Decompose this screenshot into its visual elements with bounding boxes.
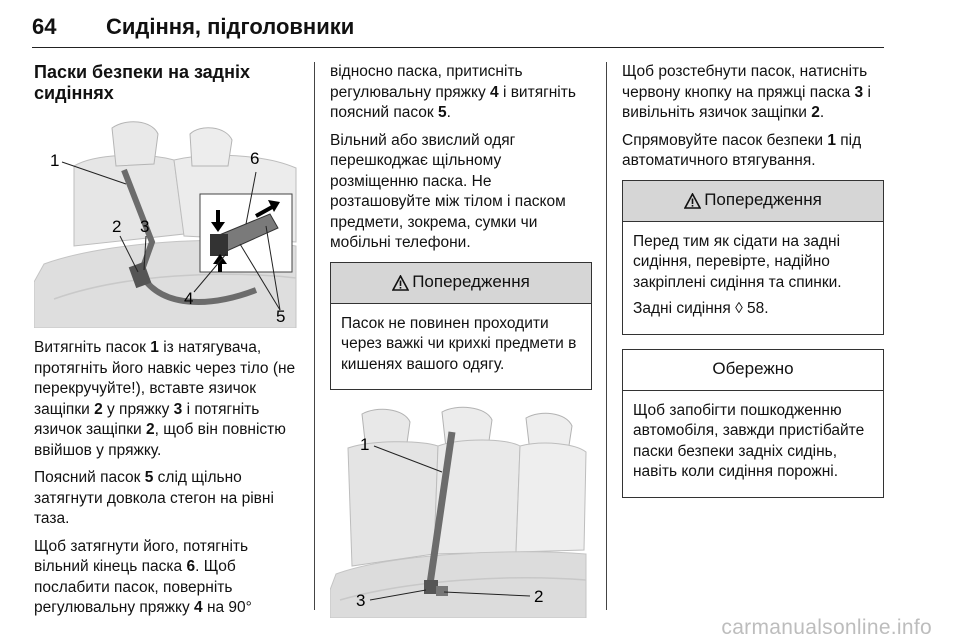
warning-box-2-header (623, 181, 883, 222)
col1-paragraph-3: Щоб затягнути його, потягніть вільний кінець паска 6. Щоб послабити пасок, поверніть регулювальну пряжку 4 на 90° (34, 537, 252, 616)
callout-1: 1 (50, 151, 60, 170)
col1-paragraph-1: Витягніть пасок 1 із натягувача, протягніть його навкіс через тіло (не перекручуйте!), вставте язичок защіпки 2 у пряжку 3 і потягніть язичок защіпки 2, щоб він повністю ввійшов у пряжку. (34, 339, 296, 459)
watermark: carmanualsonline.info (721, 616, 932, 639)
seatbelt-buckle-figure (34, 114, 298, 328)
callout-3: 3 (140, 217, 150, 236)
warning-box-2-reference[interactable]: Задні сидіння ◊ 58. (633, 300, 769, 317)
page-header (32, 10, 882, 44)
warning-box-1 (330, 262, 592, 391)
column-divider-2 (606, 62, 607, 610)
col3-paragraph-1: Щоб розстебнути пасок, натисніть червону кнопку на пряжці паска 3 і вивільніть язичок защіпки 2. (622, 63, 871, 121)
rear-seat-belt-figure (330, 404, 588, 618)
warning-triangle-icon (684, 193, 701, 209)
column-1 (34, 62, 306, 626)
callout-2: 2 (112, 217, 122, 236)
callout-4: 4 (184, 289, 194, 308)
caution-box-text: Щоб запобігти пошкодженню автомобіля, завжди пристібайте паски безпеки задніх сидінь, навіть коли сидіння порожні. (633, 401, 865, 480)
page-title: Сидіння, підголовники (106, 14, 355, 39)
column-divider-1 (314, 62, 315, 610)
warning-box-1-header (331, 263, 591, 304)
header-rule (32, 47, 884, 48)
warning-box-1-text: Пасок не повинен проходити через важкі чи крихкі предмети в кишенях вашого одягу. (341, 314, 577, 373)
page-ref-arrow-icon: ◊ (735, 300, 743, 317)
warning-triangle-icon (392, 275, 409, 291)
figure2-callout-3: 3 (356, 591, 366, 610)
warning-box-2-text: Перед тим як сідати на задні сидіння, перевірте, надійно закріплені сидіння та спинки. (633, 232, 842, 291)
col2-paragraph-1: відносно паска, притисніть регулювальну пряжку 4 і витягніть поясний пасок 5. (330, 63, 576, 121)
warning-box-1-title: Попередження (412, 272, 530, 292)
section-heading: Паски безпеки на задніх сидіннях (34, 62, 250, 103)
figure2-callout-2: 2 (534, 587, 544, 606)
page-number: 64 (32, 14, 57, 39)
caution-box-title: Обережно (712, 359, 794, 379)
callout-5: 5 (276, 307, 286, 326)
caution-box-header (623, 350, 883, 391)
callout-6: 6 (250, 149, 260, 168)
figure2-callout-1: 1 (360, 435, 370, 454)
warning-box-2 (622, 180, 884, 335)
col2-paragraph-2: Вільний або звислий одяг перешкоджає щільному розміщенню паска. Не розташовуйте між тілом і паском предмети, зокрема, сумки чи мобільні телефони. (330, 131, 566, 251)
col3-paragraph-2: Спрямовуйте пасок безпеки 1 під автоматичного втягування. (622, 131, 862, 169)
column-3 (622, 62, 884, 508)
warning-box-2-title: Попередження (704, 190, 822, 210)
col1-paragraph-2: Поясний пасок 5 слід щільно затягнути довкола стегон на рівні таза. (34, 469, 274, 527)
column-2 (330, 62, 592, 618)
caution-box (622, 349, 884, 498)
